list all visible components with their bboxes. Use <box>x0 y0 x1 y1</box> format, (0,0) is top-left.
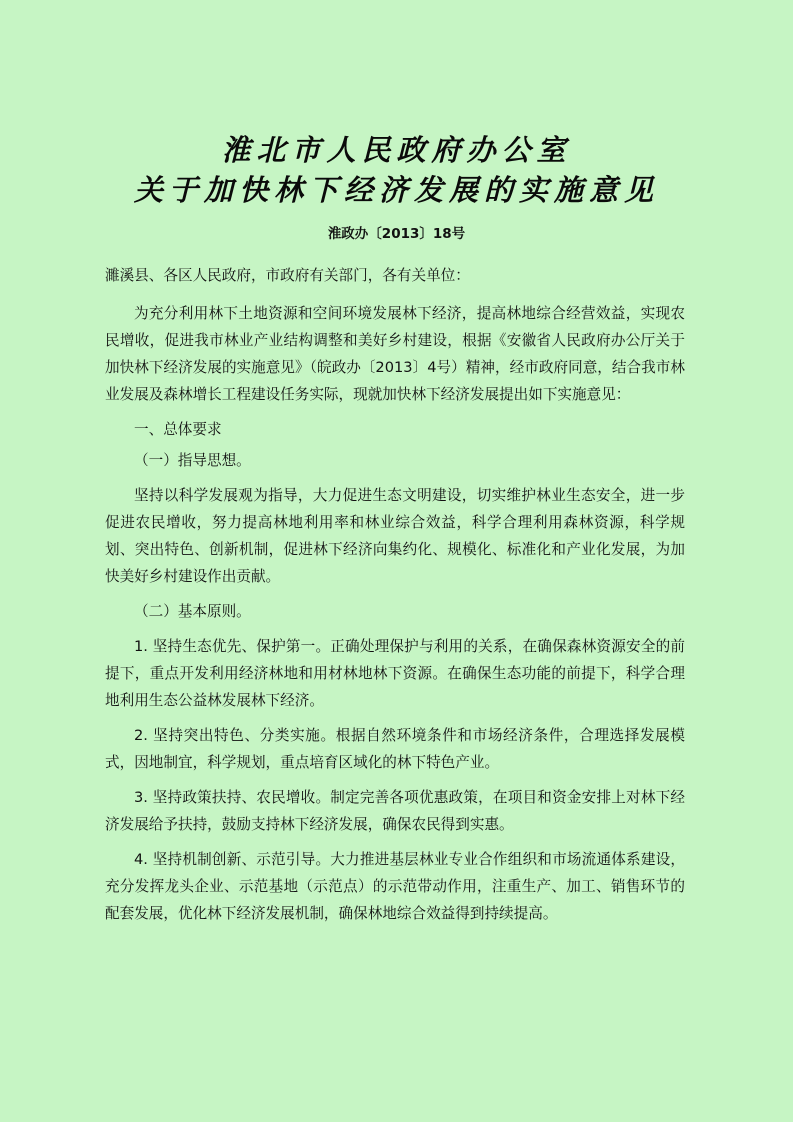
document-number: 淮政办〔2013〕18号 <box>327 226 466 242</box>
principle-1: 1. 坚持生态优先、保护第一。正确处理保护与利用的关系，在确保森林资源安全的前提下，重点开发利用经济林地和用材林地林下资源。在确保生态功能的前提下，科学合理地利用生态公益林发展林下经济。 <box>105 638 685 709</box>
subsection-heading-1: （一）指导思想。 <box>134 452 251 469</box>
guide-paragraph: 坚持以科学发展观为指导，大力促进生态文明建设，切实维护林业生态安全，进一步促进农民增收，努力提高林地利用率和林业综合效益，科学合理利用森林资源，科学规划、突出特色、创新机制，促进林下经济向集约化、规模化、标准化和产业化发展，为加快美好乡村建设作出贡献。 <box>105 487 685 585</box>
subsection-heading-2: （二）基本原则。 <box>134 603 251 620</box>
document-title-line1: 淮北市人民政府办公室 <box>221 133 572 167</box>
section-heading-1: 一、总体要求 <box>134 421 222 438</box>
salutation: 濉溪县、各区人民政府，市政府有关部门，各有关单位： <box>105 267 470 284</box>
document-title-line2: 关于加快林下经济发展的实施意见 <box>133 173 659 207</box>
principle-3: 3. 坚持政策扶持、农民增收。制定完善各项优惠政策，在项目和资金安排上对林下经济发展给予扶持，鼓励支持林下经济发展，确保农民得到实惠。 <box>105 789 685 833</box>
principle-4: 4. 坚持机制创新、示范引导。大力推进基层林业专业合作组织和市场流通体系建设，充分发挥龙头企业、示范基地（示范点）的示范带动作用，注重生产、加工、销售环节的配套发展，优化林下经济发展机制，确保林地综合效益得到持续提高。 <box>105 851 685 922</box>
document-body <box>105 262 685 935</box>
intro-paragraph: 为充分利用林下土地资源和空间环境发展林下经济，提高林地综合经营效益，实现农民增收，促进我市林业产业结构调整和美好乡村建设，根据《安徽省人民政府办公厅关于加快林下经济发展的实施意见》（皖政办〔2013〕4号）精神，经市政府同意，结合我市林业发展及森林增长工程建设任务实际，现就加快林下经济发展提出如下实施意见： <box>105 305 685 403</box>
principle-2: 2. 坚持突出特色、分类实施。根据自然环境条件和市场经济条件，合理选择发展模式，因地制宜，科学规划，重点培育区域化的林下特色产业。 <box>105 727 685 771</box>
